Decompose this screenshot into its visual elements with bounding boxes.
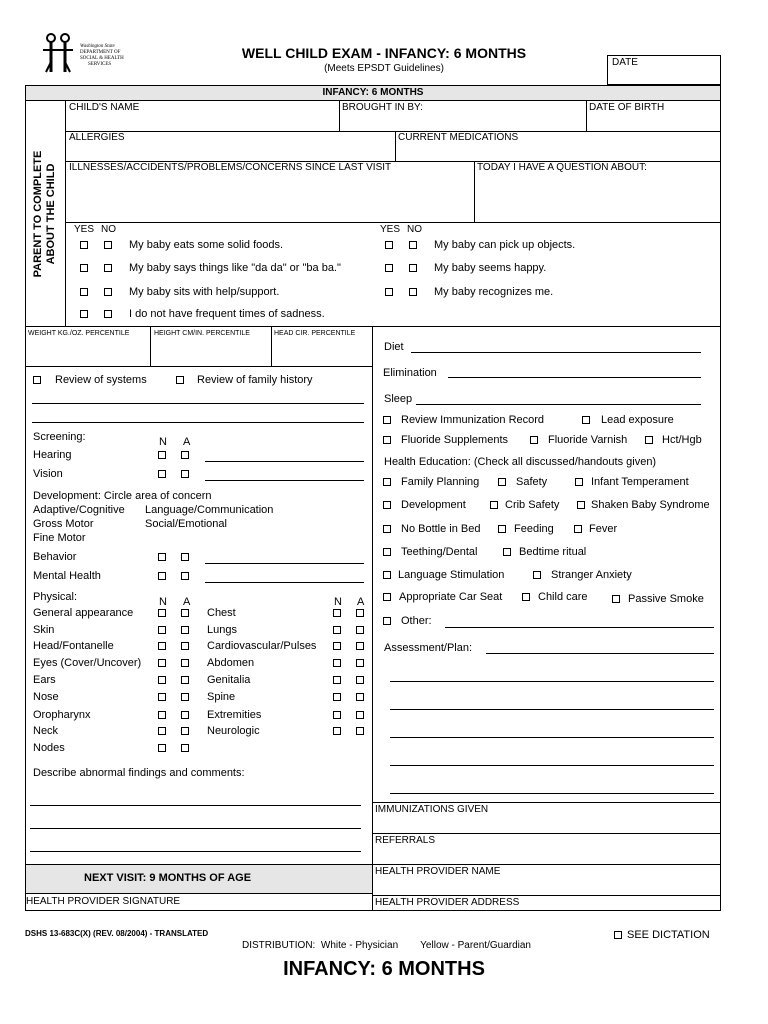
date-label: DATE [612,57,638,68]
allergies-field[interactable] [66,132,394,160]
physical-abnormal-header-2: A [357,596,365,608]
car-seat-label: Appropriate Car Seat [399,591,503,603]
brought-in-by-field[interactable] [340,102,585,130]
crib-safety-label: Crib Safety [505,499,560,511]
allergies-label: ALLERGIES [69,132,125,143]
normal-checkbox[interactable] [158,744,166,752]
weight-label: WEIGHT KG./OZ. PERCENTILE [28,330,130,337]
form-id: DSHS 13-683C(X) (REV. 08/2004) - TRANSLATED [25,929,209,938]
diet-line[interactable] [411,352,701,353]
logo-line-2: DEPARTMENT OF [80,50,121,55]
abnormal-checkbox[interactable] [356,676,364,684]
assessment-label: Assessment/Plan: [384,642,473,654]
immunizations-label: IMMUNIZATIONS GIVEN [375,804,489,815]
fluoride-varnish-checkbox[interactable] [530,436,538,444]
review-immunization-checkbox[interactable] [383,416,391,424]
behavior-abnormal-checkbox[interactable] [181,553,189,561]
normal-checkbox[interactable] [158,693,166,701]
yes-checkbox[interactable] [80,310,88,318]
physical-exam-row [33,709,203,723]
distribution-note: DISTRIBUTION: White - Physician Yellow - Parent/Guardian [242,940,531,951]
normal-checkbox[interactable] [333,642,341,650]
dev-fine-option[interactable]: Fine Motor [33,532,86,544]
no-checkbox[interactable] [104,264,112,272]
normal-header: N [159,436,167,448]
fluoride-varnish-label: Fluoride Varnish [548,434,628,446]
hearing-abnormal-checkbox[interactable] [181,451,189,459]
abnormal-checkbox[interactable] [181,642,189,650]
physical-item-label: General appearance [33,607,134,619]
physical-item-label: Extremities [207,709,262,721]
abnormal-checkbox[interactable] [356,609,364,617]
question-field[interactable] [475,162,720,221]
physical-item-label: Lungs [207,624,237,636]
physical-item-label: Ears [33,674,56,686]
abnormal-checkbox[interactable] [356,659,364,667]
physical-item-label: Genitalia [207,674,251,686]
parent-item-row [80,262,370,275]
safety-checkbox[interactable] [498,478,506,486]
vision-label: Vision [33,468,63,480]
yes-checkbox[interactable] [385,241,393,249]
physical-item-label: Nose [33,691,59,703]
abnormal-findings-line[interactable] [30,828,361,829]
physical-exam-row [207,607,367,621]
physical-item-label: Chest [207,607,236,619]
head-circumference-field[interactable] [272,327,372,365]
current-medications-field[interactable] [396,132,720,160]
parent-item-label: My baby seems happy. [434,262,547,274]
physical-item-label: Abdomen [207,657,255,669]
normal-checkbox[interactable] [158,659,166,667]
abnormal-findings-label: Describe abnormal findings and comments: [33,767,245,779]
normal-checkbox[interactable] [333,609,341,617]
other-label: Other: [401,615,432,627]
page-footer-title: INFANCY: 6 MONTHS [283,958,485,980]
no-header-left: NO [101,224,116,235]
childs-name-field[interactable] [66,102,338,130]
abnormal-checkbox[interactable] [356,727,364,735]
physical-normal-header-2: N [334,596,342,608]
normal-checkbox[interactable] [333,711,341,719]
physical-exam-row [33,624,203,638]
behavior-normal-checkbox[interactable] [158,553,166,561]
physical-item-label: Nodes [33,742,65,754]
development-title: Development: Circle area of concern [33,490,212,502]
abnormal-findings-line[interactable] [30,851,361,852]
provider-signature-field[interactable] [26,894,372,910]
hearing-notes-line[interactable] [205,461,364,462]
other-line[interactable] [445,627,714,628]
assessment-line[interactable] [390,765,714,766]
immunizations-field[interactable] [373,803,720,833]
infant-temperament-checkbox[interactable] [575,478,583,486]
infant-temperament-label: Infant Temperament [591,476,689,488]
fever-label: Fever [589,523,618,535]
vision-normal-checkbox[interactable] [158,470,166,478]
parent-item-label: My baby can pick up objects. [434,239,576,251]
normal-checkbox[interactable] [158,711,166,719]
physical-item-label: Oropharynx [33,709,91,721]
mental-health-label: Mental Health [33,570,101,582]
no-bottle-label: No Bottle in Bed [401,523,481,535]
fluoride-supplements-checkbox[interactable] [383,436,391,444]
parent-side-label-2: ABOUT THE CHILD [45,163,57,265]
dev-language-option[interactable]: Language/Communication [145,504,274,516]
parent-item-label: My baby sits with help/support. [129,286,280,298]
provider-address-field[interactable] [373,896,720,910]
review-immunization-label: Review Immunization Record [401,414,545,426]
physical-exam-row [207,640,367,654]
logo-line-4: SERVICES [88,62,112,67]
passive-smoke-checkbox[interactable] [612,595,620,603]
mental-health-notes-line[interactable] [205,582,364,583]
stranger-anxiety-checkbox[interactable] [533,571,541,579]
child-care-label: Child care [538,591,588,603]
parent-item-label: I do not have frequent times of sadness. [129,308,325,320]
date-field[interactable] [607,55,721,85]
fever-checkbox[interactable] [574,525,582,533]
physical-exam-row [33,691,203,705]
hearing-label: Hearing [33,449,72,461]
physical-exam-row [33,674,203,688]
physical-normal-header: N [159,596,167,608]
no-checkbox[interactable] [409,288,417,296]
physical-item-label: Neck [33,725,59,737]
lead-exposure-label: Lead exposure [601,414,674,426]
teething-label: Teething/Dental [401,546,478,558]
referrals-field[interactable] [373,834,720,864]
assessment-line[interactable] [486,653,714,654]
diet-label: Diet [384,341,404,353]
physical-abnormal-header: A [183,596,191,608]
physical-item-label: Spine [207,691,236,703]
hearing-normal-checkbox[interactable] [158,451,166,459]
review-family-checkbox[interactable] [176,376,184,384]
review-family-label: Review of family history [197,374,313,386]
bedtime-label: Bedtime ritual [519,546,587,558]
physical-exam-row [207,709,367,723]
abnormal-checkbox[interactable] [181,676,189,684]
physical-exam-row [33,742,203,756]
physical-exam-row [207,657,367,671]
behavior-notes-line[interactable] [205,563,364,564]
physical-item-label: Neurologic [207,725,260,737]
abnormal-checkbox[interactable] [181,609,189,617]
parent-item-row [385,239,685,252]
physical-exam-row [33,657,203,671]
abnormal-findings-line[interactable] [30,805,361,806]
vision-notes-line[interactable] [205,480,364,481]
illnesses-field[interactable] [66,162,473,221]
normal-checkbox[interactable] [158,676,166,684]
abnormal-checkbox[interactable] [356,711,364,719]
shaken-baby-label: Shaken Baby Syndrome [591,499,710,511]
shaken-baby-checkbox[interactable] [577,501,585,509]
normal-checkbox[interactable] [333,676,341,684]
family-planning-checkbox[interactable] [383,478,391,486]
abnormal-checkbox[interactable] [181,711,189,719]
review-systems-checkbox[interactable] [33,376,41,384]
feeding-label: Feeding [514,523,554,535]
normal-checkbox[interactable] [333,626,341,634]
review-systems-label: Review of systems [55,374,147,386]
family-planning-label: Family Planning [401,476,480,488]
provider-address-label: HEALTH PROVIDER ADDRESS [375,897,520,908]
assessment-line[interactable] [390,681,714,682]
physical-item-label: Cardiovascular/Pulses [207,640,317,652]
abnormal-header: A [183,436,191,448]
head-circumference-label: HEAD CIR. PERCENTILE [274,330,356,337]
section-bar-label: INFANCY: 6 MONTHS [322,87,424,98]
height-field[interactable] [151,327,270,365]
teething-checkbox[interactable] [383,548,391,556]
normal-checkbox[interactable] [158,727,166,735]
illnesses-label: ILLNESSES/ACCIDENTS/PROBLEMS/CONCERNS SINCE LAST VISIT [69,162,392,173]
no-checkbox[interactable] [104,310,112,318]
sleep-line[interactable] [416,404,701,405]
development-label: Development [401,499,466,511]
see-dictation-label: SEE DICTATION [627,929,710,941]
no-checkbox[interactable] [409,241,417,249]
abnormal-checkbox[interactable] [356,693,364,701]
physical-exam-row [33,725,203,739]
elimination-line[interactable] [448,377,701,378]
provider-name-label: HEALTH PROVIDER NAME [375,866,501,877]
question-label: TODAY I HAVE A QUESTION ABOUT: [477,162,647,173]
health-education-label: Health Education: (Check all discussed/handouts given) [384,456,657,468]
parent-item-label: My baby eats some solid foods. [129,239,284,251]
review-notes-line[interactable] [32,403,364,404]
provider-signature-label: HEALTH PROVIDER SIGNATURE [26,896,181,907]
stranger-anxiety-label: Stranger Anxiety [551,569,632,581]
passive-smoke-label: Passive Smoke [628,593,704,605]
feeding-checkbox[interactable] [498,525,506,533]
parent-item-label: My baby recognizes me. [434,286,554,298]
abnormal-checkbox[interactable] [181,693,189,701]
current-medications-label: CURRENT MEDICATIONS [398,132,519,143]
abnormal-checkbox[interactable] [356,626,364,634]
child-care-checkbox[interactable] [522,593,530,601]
language-stim-checkbox[interactable] [383,571,391,579]
mental-health-normal-checkbox[interactable] [158,572,166,580]
assessment-line[interactable] [390,737,714,738]
hct-hgb-label: Hct/Hgb [662,434,702,446]
crib-safety-checkbox[interactable] [490,501,498,509]
form-title: WELL CHILD EXAM - INFANCY: 6 MONTHS [241,45,527,61]
bedtime-checkbox[interactable] [503,548,511,556]
assessment-line[interactable] [390,793,714,794]
other-checkbox[interactable] [383,617,391,625]
assessment-line[interactable] [390,709,714,710]
brought-in-by-label: BROUGHT IN BY: [342,102,423,113]
logo-line-1: Washington State [80,44,115,49]
physical-exam-row [207,691,367,705]
weight-field[interactable] [26,327,149,365]
parent-item-row [385,286,685,299]
physical-item-label: Head/Fontanelle [33,640,114,652]
parent-item-row [80,286,370,299]
physical-item-label: Eyes (Cover/Uncover) [33,657,142,669]
physical-exam-row [207,674,367,688]
no-bottle-checkbox[interactable] [383,525,391,533]
yes-header-right: YES [380,224,401,235]
height-label: HEIGHT CM/IN. PERCENTILE [154,330,250,337]
yes-checkbox[interactable] [385,264,393,272]
parent-item-label: My baby says things like "da da" or "ba ba." [129,262,341,274]
normal-checkbox[interactable] [158,609,166,617]
physical-exam-row [207,624,367,638]
physical-exam-row [33,640,203,654]
normal-checkbox[interactable] [158,626,166,634]
yes-checkbox[interactable] [80,241,88,249]
no-checkbox[interactable] [104,241,112,249]
lead-exposure-checkbox[interactable] [582,416,590,424]
yes-header-left: YES [74,224,95,235]
parent-side-label-1: PARENT TO COMPLETE [32,150,44,278]
physical-label: Physical: [33,591,78,603]
normal-checkbox[interactable] [333,659,341,667]
hct-hgb-checkbox[interactable] [645,436,653,444]
provider-name-field[interactable] [373,865,720,895]
dev-adaptive-option[interactable]: Adaptive/Cognitive [33,504,125,516]
development-checkbox[interactable] [383,501,391,509]
behavior-label: Behavior [33,551,77,563]
yes-checkbox[interactable] [80,288,88,296]
see-dictation-checkbox[interactable] [614,931,622,939]
fluoride-supplements-label: Fluoride Supplements [401,434,509,446]
mental-health-abnormal-checkbox[interactable] [181,572,189,580]
section-bar [25,85,721,101]
normal-checkbox[interactable] [158,642,166,650]
review-notes-line[interactable] [32,422,364,423]
screening-label: Screening: [33,431,86,443]
sleep-label: Sleep [384,393,413,405]
yes-checkbox[interactable] [80,264,88,272]
no-checkbox[interactable] [409,264,417,272]
abnormal-checkbox[interactable] [181,744,189,752]
abnormal-checkbox[interactable] [181,659,189,667]
vision-abnormal-checkbox[interactable] [181,470,189,478]
physical-exam-row [207,725,367,739]
yes-checkbox[interactable] [385,288,393,296]
safety-label: Safety [516,476,548,488]
abnormal-checkbox[interactable] [181,626,189,634]
referrals-label: REFERRALS [375,835,436,846]
abnormal-checkbox[interactable] [356,642,364,650]
childs-name-label: CHILD'S NAME [69,102,140,113]
date-of-birth-label: DATE OF BIRTH [589,102,665,113]
date-of-birth-field[interactable] [587,102,720,130]
no-header-right: NO [407,224,422,235]
parent-item-row [80,239,370,252]
dev-gross-option[interactable]: Gross Motor [33,518,94,530]
parent-item-row [80,308,370,321]
next-visit-band [26,865,372,893]
next-visit-label: NEXT VISIT: 9 MONTHS OF AGE [84,872,252,884]
no-checkbox[interactable] [104,288,112,296]
physical-exam-row [33,607,203,621]
parent-item-row [385,262,685,275]
logo-line-3: SOCIAL & HEALTH [80,56,124,61]
physical-item-label: Skin [33,624,55,636]
car-seat-checkbox[interactable] [383,593,391,601]
elimination-label: Elimination [383,367,437,379]
abnormal-checkbox[interactable] [181,727,189,735]
normal-checkbox[interactable] [333,693,341,701]
language-stim-label: Language Stimulation [398,569,505,581]
form-subtitle: (Meets EPSDT Guidelines) [324,63,444,74]
dev-social-option[interactable]: Social/Emotional [145,518,227,530]
normal-checkbox[interactable] [333,727,341,735]
